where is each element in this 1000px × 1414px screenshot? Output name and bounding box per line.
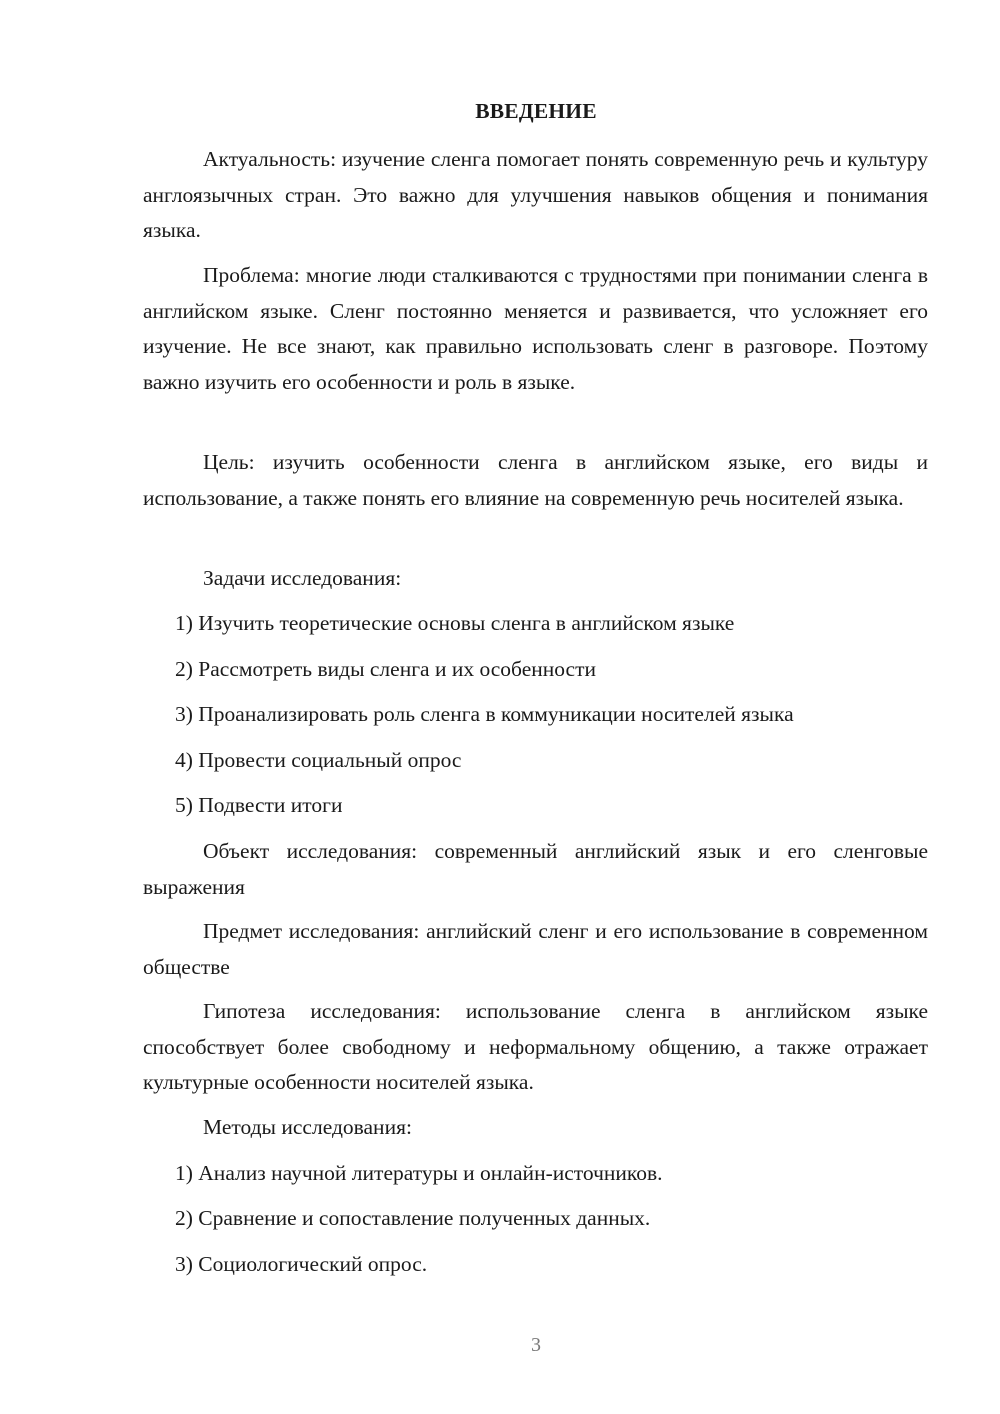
relevance-paragraph: Актуальность: изучение сленга помогает понять современную речь и культуру англоязычных стран. Это важно для улучшения навыков общения и понимания языка. <box>143 147 928 242</box>
hypothesis-paragraph: Гипотеза исследования: использование сленга в английском языке способствует более свободному и неформальному общению, а также отражает культурные особенности носителей языка. <box>143 999 928 1094</box>
goal-paragraph: Цель: изучить особенности сленга в английском языке, его виды и использование, а также понять его влияние на современную речь носителей языка. <box>143 450 928 510</box>
task-item: 3) Проанализировать роль сленга в коммуникации носителей языка <box>175 702 794 726</box>
method-item: 1) Анализ научной литературы и онлайн-источников. <box>175 1161 663 1185</box>
object-paragraph: Объект исследования: современный английский язык и его сленговые выражения <box>143 839 928 899</box>
method-item: 2) Сравнение и сопоставление полученных данных. <box>175 1206 651 1230</box>
methods-label: Методы исследования: <box>203 1115 412 1139</box>
method-item: 3) Социологический опрос. <box>175 1252 428 1276</box>
problem-paragraph: Проблема: многие люди сталкиваются с трудностями при понимании сленга в английском языке. Сленг постоянно меняется и развивается, что усложняет его изучение. Не все знают, как правильно использовать сленг в разговоре. Поэтому важно изучить его особенности и роль в языке. <box>143 263 928 394</box>
task-item: 1) Изучить теоретические основы сленга в английском языке <box>175 611 735 635</box>
subject-paragraph: Предмет исследования: английский сленг и его использование в современном обществе <box>143 919 928 979</box>
task-item: 2) Рассмотреть виды сленга и их особенности <box>175 657 596 681</box>
page-title: ВВЕДЕНИЕ <box>475 99 597 123</box>
page-number: 3 <box>531 1334 541 1356</box>
task-item: 5) Подвести итоги <box>175 793 343 817</box>
task-item: 4) Провести социальный опрос <box>175 748 462 772</box>
tasks-label: Задачи исследования: <box>203 566 402 590</box>
